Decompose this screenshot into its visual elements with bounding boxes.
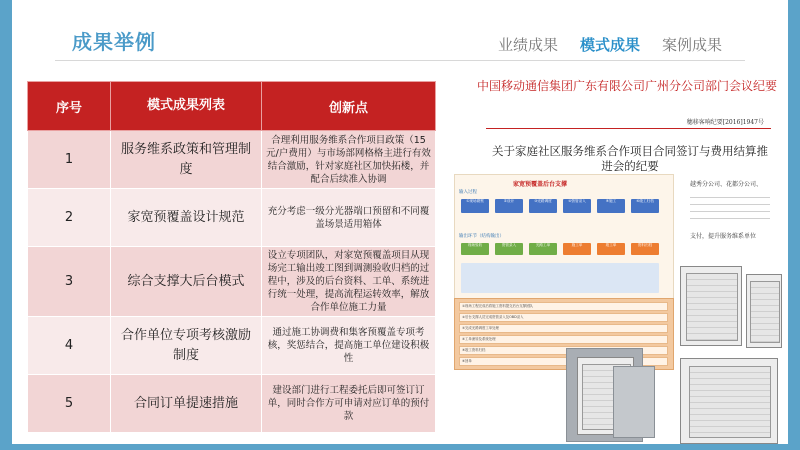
- flow-diagram-title: 家宽预覆盖后台支撑: [513, 181, 568, 188]
- header-name: 模式成果列表: [111, 82, 262, 131]
- row-name: 合作单位专项考核激励制度: [111, 317, 262, 375]
- table-row: [28, 317, 436, 375]
- process-line: ⑤竣工资料归档: [459, 346, 668, 355]
- row-innovation: 建设部门进行工程委托后即可签订订单，同时合作方可申请对应订单的预付款: [262, 375, 436, 433]
- page-title: 成果举例: [72, 30, 156, 54]
- table-header-row: [28, 82, 436, 131]
- process-line: ③完成光路调度工单处理: [459, 324, 668, 333]
- flow-step-box: ④资管录入: [563, 199, 591, 213]
- flow-step-box: ③光路调度: [529, 199, 557, 213]
- table-row: [28, 247, 436, 317]
- process-line: ⑥回单: [459, 357, 668, 366]
- document-title: 关于家庭社区服务维系合作项目合同签订与费用结算推进会的纪要: [492, 144, 768, 173]
- flow-step-box: 光路工单: [529, 243, 557, 255]
- cabinet-drawing: [680, 266, 742, 346]
- row-innovation: 通过施工协调费和集客预覆盖专项考核，奖惩结合，提高施工单位建设积极性: [262, 317, 436, 375]
- left-frame-bar: [0, 0, 12, 450]
- process-line: ②后台支撑人员完成资管录入及OBD录入: [459, 313, 668, 322]
- row-innovation: 合理利用服务维系合作项目政策（15元/户费用）与市场部网格格主进行有效结合激励，针对家庭社区加快拓楼，并配合后续准入协调: [262, 131, 436, 189]
- table-row: [28, 375, 436, 433]
- row-no: 2: [28, 189, 111, 247]
- document-text-line: 支付，提升服务维系单位: [690, 233, 757, 240]
- tab-model[interactable]: 模式成果: [579, 36, 640, 54]
- flow-step-box: ⑥竣工归档: [631, 199, 659, 213]
- row-innovation: 充分考虑一级分光器端口预留和不同覆盖场景适用箱体: [262, 189, 436, 247]
- row-name: 家宽预覆盖设计规范: [111, 189, 262, 247]
- process-line: ①现场工程完成后将施工资料提交后台支撑团队: [459, 302, 668, 311]
- cabinet-drawing: [746, 274, 782, 348]
- flow-step-box: ①现场勘察: [461, 199, 489, 213]
- flow-detail-area: [461, 263, 659, 293]
- document-red-rule: [486, 128, 771, 129]
- header-innovation: 创新点: [262, 82, 436, 131]
- row-no: 3: [28, 247, 111, 317]
- row-no: 4: [28, 317, 111, 375]
- row-no: 1: [28, 131, 111, 189]
- bottom-frame-bar: [0, 444, 800, 450]
- flow-section-label: 输入过程: [459, 190, 477, 195]
- flow-step-box: ②设计: [495, 199, 523, 213]
- table-row: [28, 131, 436, 189]
- tab-performance[interactable]: 业绩成果: [497, 36, 558, 54]
- flow-section-label: 输出环节（结构输出）: [459, 234, 504, 239]
- row-name: 合同订单提速措施: [111, 375, 262, 433]
- process-line: ④工单流转及系统处理: [459, 335, 668, 344]
- flow-step-box: ⑤施工: [597, 199, 625, 213]
- row-name: 服务维系政策和管理制度: [111, 131, 262, 189]
- row-no: 5: [28, 375, 111, 433]
- flow-step-box: 竣工单: [597, 243, 625, 255]
- flow-diagram: [454, 174, 674, 300]
- row-name: 综合支撑大后台模式: [111, 247, 262, 317]
- document-header: 中国移动通信集团广东有限公司广州分公司部门会议纪要: [476, 79, 777, 93]
- meeting-minutes-document: [459, 66, 786, 444]
- header-no: 序号: [28, 82, 111, 131]
- tab-bar: [498, 34, 722, 55]
- flow-step-box: 资管录入: [495, 243, 523, 255]
- cabinet-photo: [613, 366, 655, 438]
- cabinet-drawing: [680, 358, 778, 444]
- row-innovation: 设立专项团队，对家宽预覆盖项目从现场完工输出竣工图到调测验收归档的过程中，涉及的后台资料、工单、系统进行统一处理，提高流程运转效率，解放合作单位施工力量: [262, 247, 436, 317]
- document-text-line: 越秀分公司、花都分公司、: [690, 181, 763, 188]
- right-frame-bar: [788, 0, 800, 450]
- title-divider: [55, 60, 745, 61]
- flow-step-box: 施工单: [563, 243, 591, 255]
- tab-case[interactable]: 案例成果: [661, 36, 722, 54]
- table-row: [28, 189, 436, 247]
- flow-step-box: 现场验收: [461, 243, 489, 255]
- document-body-text: [690, 191, 770, 225]
- document-number: 穗移客响纪要[2016]1947号: [686, 119, 764, 126]
- results-table: [27, 81, 436, 433]
- flow-step-box: 资料归档: [631, 243, 659, 255]
